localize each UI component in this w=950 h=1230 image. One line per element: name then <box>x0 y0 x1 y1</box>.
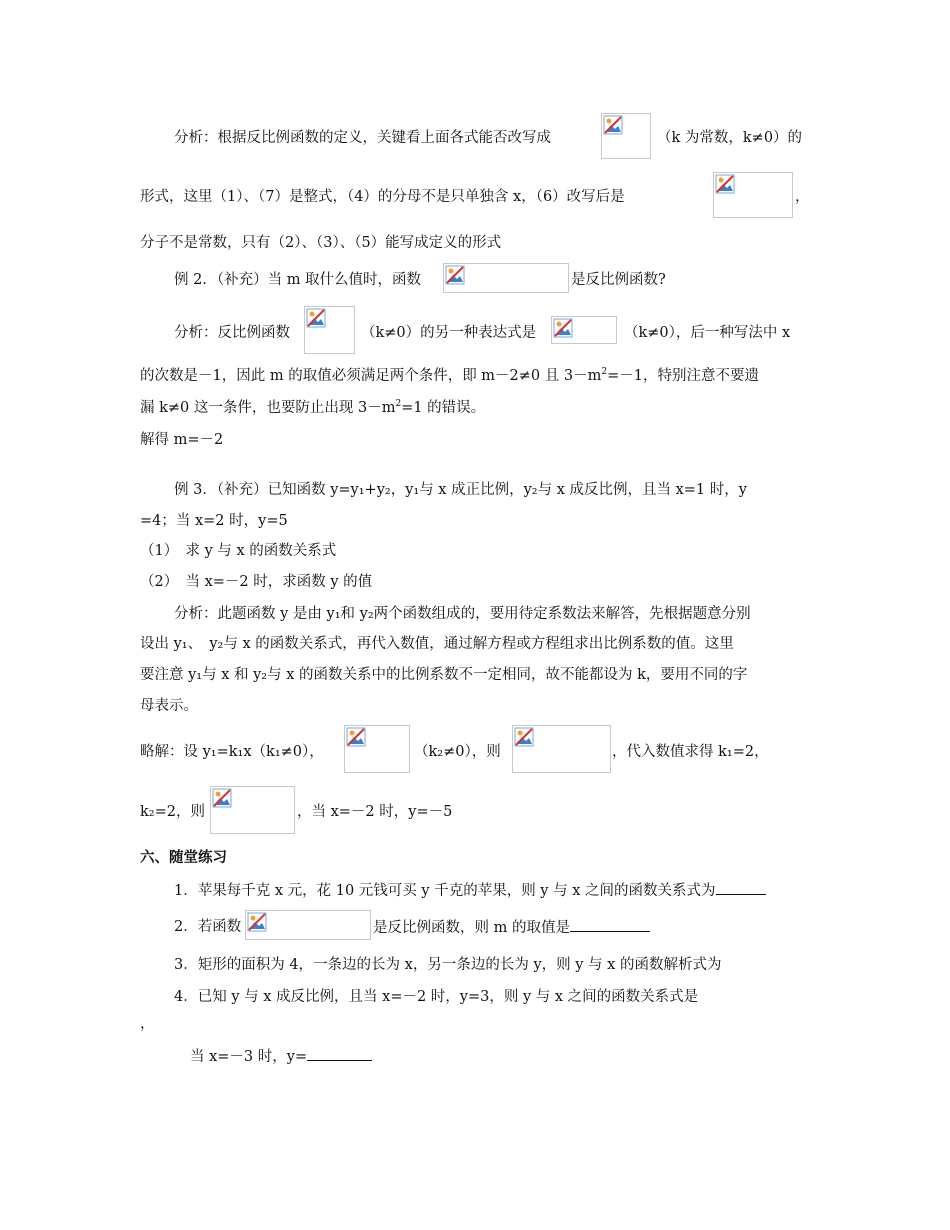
broken-image-icon <box>514 727 534 747</box>
example2-analysis-a2a: 的次数是－1，因此 m 的取值必须满足两个条件，即 m－2≠0 且 3－m <box>140 368 602 384</box>
example2-analysis-a3b: =1 的错误。 <box>401 400 486 416</box>
exercise-5-text: 当 x=－3 时，y= <box>190 1049 308 1065</box>
example2-analysis-a1c: （k≠0），后一种写法中 x <box>624 325 791 341</box>
broken-image-icon <box>212 788 232 808</box>
example3-question1: （1） 求 y 与 x 的函数关系式 <box>140 543 337 559</box>
section-heading: 六、随堂练习 <box>140 850 227 866</box>
example3-solution2a: k₂=2，则 <box>140 804 205 820</box>
broken-image-icon <box>603 115 623 135</box>
example3-solution1b: （k₂≠0），则 <box>414 744 501 760</box>
example3-solution1a: 略解：设 y₁=k₁x（k₁≠0）， <box>140 744 324 760</box>
example3-analysis2: 设出 y₁、 y₂与 x 的函数关系式，再代入数值，通过解方程或方程组求出比例系数的值。这里 <box>140 636 734 652</box>
exercise-5 <box>190 1046 372 1067</box>
formula-image <box>512 725 611 773</box>
exercise-4-comma: ， <box>140 1016 155 1032</box>
broken-image-icon <box>445 265 465 285</box>
answer-blank[interactable] <box>716 880 766 895</box>
formula-image <box>443 263 569 293</box>
exercise-2b-text: 是反比例函数，则 m 的取值是 <box>373 920 570 936</box>
example2-analysis-a2b: =－1，特别注意不要遗 <box>607 368 759 384</box>
analysis1-line3: 分子不是常数，只有（2）、（3）、（5）能写成定义的形式 <box>140 235 502 251</box>
example3-solution1c: ，代入数值求得 k₁=2， <box>612 744 769 760</box>
broken-image-icon <box>715 174 735 194</box>
analysis1-line2b: ， <box>795 189 810 205</box>
example3-question2: （2） 当 x=－2 时，求函数 y 的值 <box>140 574 373 590</box>
example2-title-b: 是反比例函数? <box>571 272 666 288</box>
example3-analysis3: 要注意 y₁与 x 和 y₂与 x 的函数关系中的比例系数不一定相同，故不能都设为 k，要用不同的字 <box>140 667 748 683</box>
exercise-3: 3．矩形的面积为 4，一条边的长为 x，另一条边的长为 y，则 y 与 x 的函数解析式为 <box>174 957 722 973</box>
broken-image-icon <box>247 912 267 932</box>
example3-analysis1: 分析：此题函数 y 是由 y₁和 y₂两个函数组成的，要用待定系数法来解答，先根据题意分别 <box>174 606 751 622</box>
example3-line2: =4；当 x=2 时，y=5 <box>140 513 288 529</box>
example3-line1: 例 3．（补充）已知函数 y=y₁+y₂，y₁与 x 成正比例，y₂与 x 成反比例，且当 x=1 时，y <box>174 482 747 498</box>
exponent: 2 <box>395 399 402 410</box>
analysis1-line1b: （k 为常数，k≠0）的 <box>657 130 803 146</box>
exercise-4: 4．已知 y 与 x 成反比例，且当 x=－2 时，y=3，则 y 与 x 之间的函数关系式是 <box>174 989 699 1005</box>
formula-image <box>713 172 793 218</box>
answer-blank[interactable] <box>570 917 650 932</box>
exercise-2a: 2．若函数 <box>174 919 242 935</box>
example2-analysis-a1b: （k≠0）的另一种表达式是 <box>361 325 537 341</box>
formula-image <box>551 316 617 344</box>
broken-image-icon <box>306 308 326 328</box>
example2-solution: 解得 m=－2 <box>140 432 224 448</box>
formula-image <box>601 113 651 159</box>
formula-image <box>344 725 410 773</box>
broken-image-icon <box>346 727 366 747</box>
formula-image <box>210 786 295 834</box>
answer-blank[interactable] <box>307 1046 372 1061</box>
formula-image <box>304 306 355 354</box>
exercise-1 <box>174 880 766 901</box>
formula-image <box>245 910 371 940</box>
example2-title-a: 例 2．（补充）当 m 取什么值时，函数 <box>174 272 422 288</box>
example2-analysis-a3a: 漏 k≠0 这一条件，也要防止出现 3－m <box>140 400 396 416</box>
example3-analysis4: 母表示。 <box>140 698 198 714</box>
exercise-2b <box>373 917 650 938</box>
analysis1-line2a: 形式，这里（1）、（7）是整式，（4）的分母不是只单独含 x，（6）改写后是 <box>140 189 625 205</box>
example3-solution2b: ，当 x=－2 时，y=－5 <box>297 804 453 820</box>
exponent: 2 <box>601 367 608 378</box>
example2-analysis-a1a: 分析：反比例函数 <box>174 325 290 341</box>
example2-analysis-a2 <box>140 366 759 386</box>
exercise-1-text: 1．苹果每千克 x 元，花 10 元钱可买 y 千克的苹果，则 y 与 x 之间的函数关系式为 <box>174 883 716 899</box>
broken-image-icon <box>553 318 573 338</box>
analysis1-line1a: 分析：根据反比例函数的定义，关键看上面各式能否改写成 <box>174 130 551 146</box>
example2-analysis-a3 <box>140 398 485 418</box>
